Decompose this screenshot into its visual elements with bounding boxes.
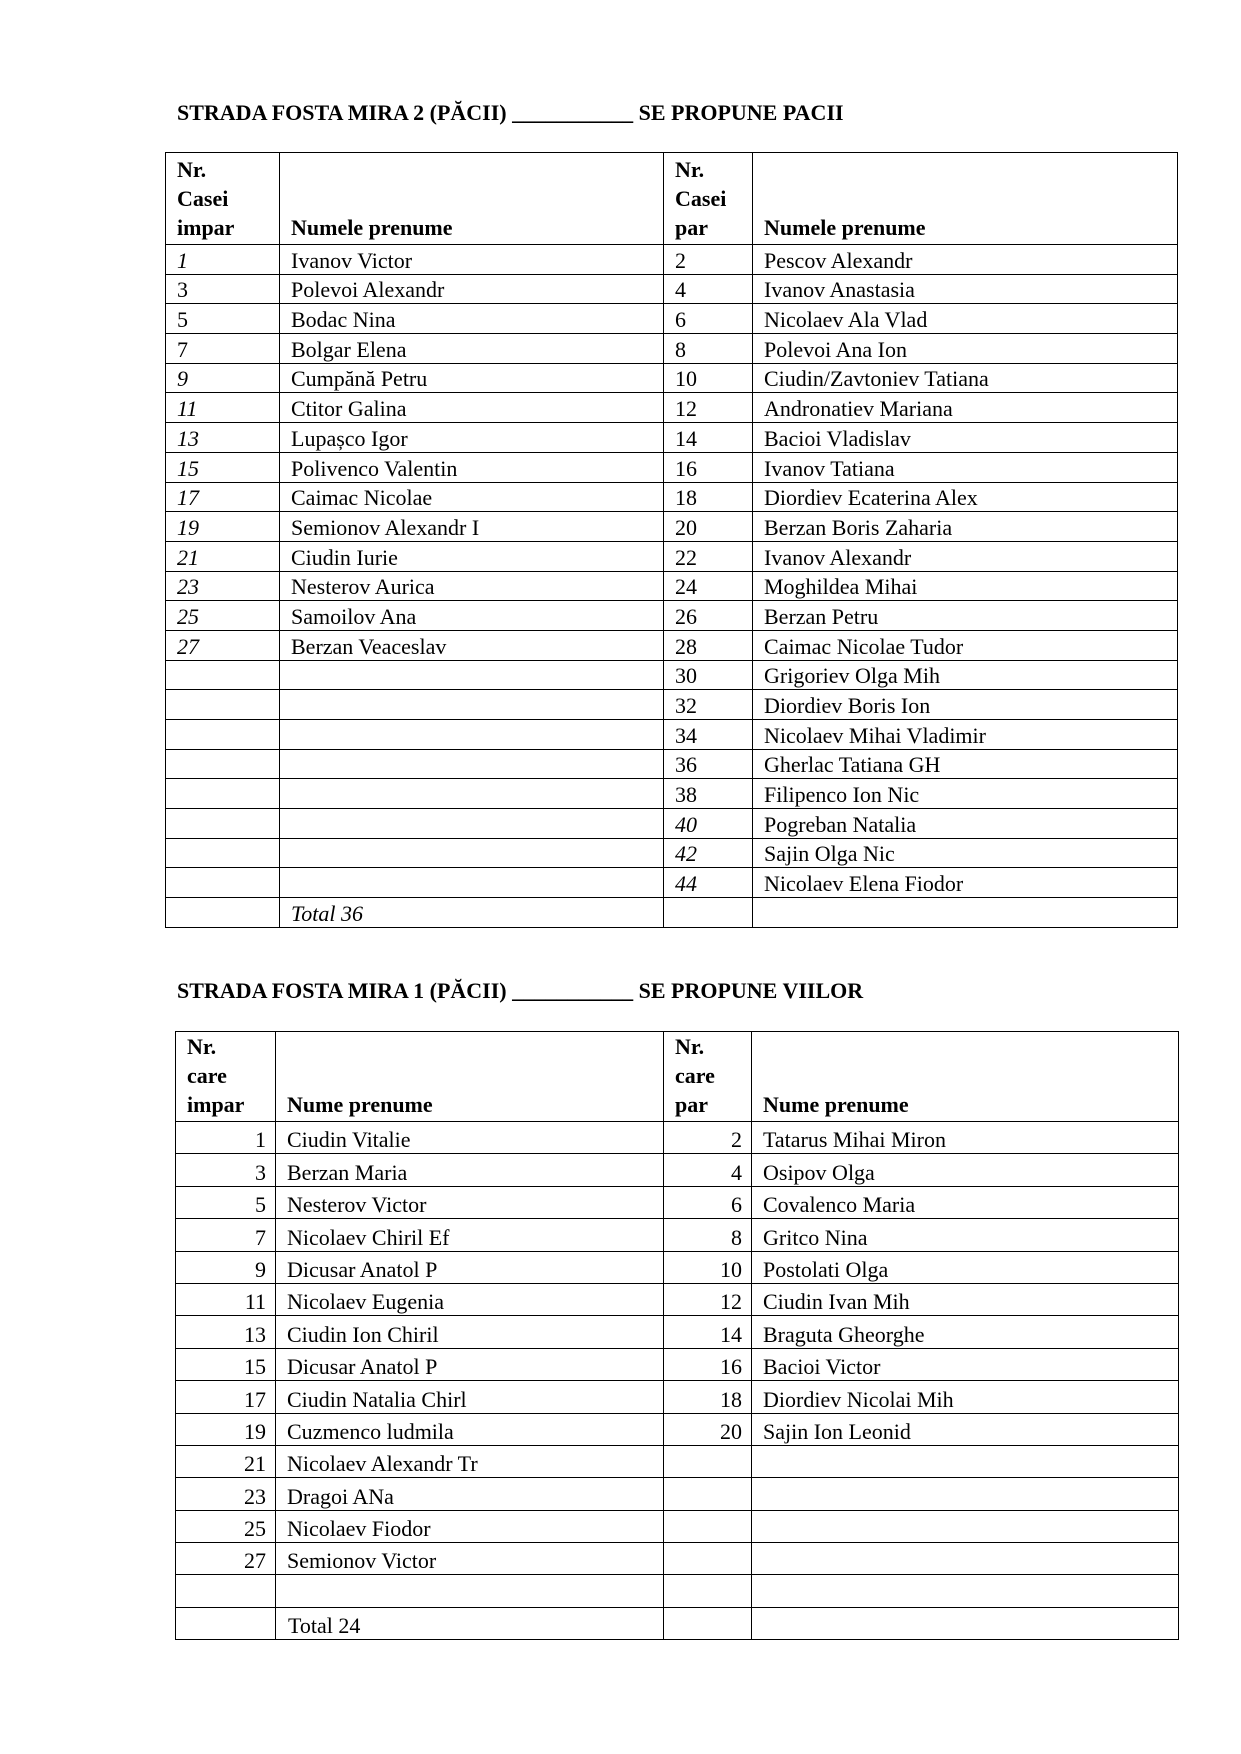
header-line: care [675, 1063, 715, 1088]
table-row [166, 274, 1178, 304]
even-resident-name: Ivanov Tatiana [753, 452, 1178, 482]
odd-house-number: 13 [176, 1316, 276, 1348]
even-house-number: 22 [664, 541, 753, 571]
empty-cell [753, 898, 1178, 928]
header-odd-name: Nume prenume [276, 1032, 664, 1122]
odd-resident-name: Cumpănă Petru [280, 363, 664, 393]
even-house-number: 14 [664, 1316, 752, 1348]
odd-resident-name: Berzan Maria [276, 1154, 664, 1186]
even-house-number: 24 [664, 571, 753, 601]
even-house-number: 40 [664, 809, 753, 839]
even-resident-name: Braguta Gheorghe [752, 1316, 1179, 1348]
odd-house-number: 27 [176, 1543, 276, 1575]
even-house-number [664, 1510, 752, 1542]
table-row [176, 1348, 1179, 1380]
odd-house-number: 27 [166, 630, 280, 660]
table-row [176, 1478, 1179, 1510]
even-resident-name [752, 1478, 1179, 1510]
odd-resident-name [280, 720, 664, 750]
even-resident-name: Sajin Olga Nic [753, 838, 1178, 868]
table-row [166, 809, 1178, 839]
odd-resident-name [276, 1575, 664, 1607]
even-house-number [664, 1445, 752, 1477]
odd-house-number [166, 838, 280, 868]
odd-resident-name [280, 809, 664, 839]
table-row [176, 1251, 1179, 1283]
odd-resident-name: Samoilov Ana [280, 601, 664, 631]
total-row [166, 898, 1178, 928]
odd-house-number: 9 [176, 1251, 276, 1283]
odd-resident-name [280, 660, 664, 690]
even-resident-name: Osipov Olga [752, 1154, 1179, 1186]
odd-resident-name [280, 690, 664, 720]
even-resident-name: Ciudin Ivan Mih [752, 1283, 1179, 1315]
table-row [166, 720, 1178, 750]
even-house-number: 30 [664, 660, 753, 690]
even-resident-name: Nicolaev Elena Fiodor [753, 868, 1178, 898]
empty-cell [176, 1607, 276, 1639]
odd-house-number [166, 809, 280, 839]
header-line: Nr. [675, 157, 705, 182]
table-row [176, 1186, 1179, 1218]
header-line: par [675, 1092, 708, 1117]
even-resident-name: Covalenco Maria [752, 1186, 1179, 1218]
header-odd-name: Numele prenume [280, 153, 664, 245]
header-line: impar [177, 215, 235, 240]
even-house-number [664, 1478, 752, 1510]
odd-house-number: 7 [176, 1219, 276, 1251]
odd-house-number [176, 1575, 276, 1607]
even-resident-name: Filipenco Ion Nic [753, 779, 1178, 809]
header-even-name: Numele prenume [753, 153, 1178, 245]
odd-house-number: 17 [166, 482, 280, 512]
odd-resident-name: Nicolaev Chiril Ef [276, 1219, 664, 1251]
odd-resident-name: Nesterov Victor [276, 1186, 664, 1218]
odd-house-number: 21 [166, 541, 280, 571]
odd-resident-name: Ciudin Vitalie [276, 1122, 664, 1154]
odd-resident-name [280, 868, 664, 898]
table-row [176, 1154, 1179, 1186]
even-resident-name: Grigoriev Olga Mih [753, 660, 1178, 690]
empty-cell [664, 898, 753, 928]
even-resident-name: Pescov Alexandr [753, 245, 1178, 275]
table-row [166, 601, 1178, 631]
even-resident-name: Berzan Petru [753, 601, 1178, 631]
even-resident-name: Diordiev Nicolai Mih [752, 1381, 1179, 1413]
header-line: Casei [177, 186, 229, 211]
header-odd-house-number [176, 1032, 276, 1122]
odd-resident-name: Nesterov Aurica [280, 571, 664, 601]
even-resident-name: Ciudin/Zavtoniev Tatiana [753, 363, 1178, 393]
even-house-number: 28 [664, 630, 753, 660]
odd-resident-name: Ctitor Galina [280, 393, 664, 423]
odd-house-number [166, 660, 280, 690]
even-resident-name [752, 1543, 1179, 1575]
table-row [166, 452, 1178, 482]
even-house-number: 16 [664, 452, 753, 482]
odd-house-number: 1 [166, 245, 280, 275]
odd-house-number: 7 [166, 334, 280, 364]
table-row [166, 245, 1178, 275]
even-house-number [664, 1543, 752, 1575]
odd-resident-name: Ciudin Natalia Chirl [276, 1381, 664, 1413]
table-row [166, 630, 1178, 660]
total-count: Total 36 [280, 898, 664, 928]
odd-resident-name: Polivenco Valentin [280, 452, 664, 482]
section2-title: STRADA FOSTA MIRA 1 (PĂCII) ___________ SE PROPUNE VIILOR [177, 978, 864, 1003]
odd-house-number: 15 [176, 1348, 276, 1380]
even-house-number: 10 [664, 363, 753, 393]
table-row [166, 541, 1178, 571]
table-row [166, 423, 1178, 453]
header-even-name: Nume prenume [752, 1032, 1179, 1122]
table-row [166, 838, 1178, 868]
odd-house-number: 25 [166, 601, 280, 631]
odd-resident-name: Lupașco Igor [280, 423, 664, 453]
odd-house-number: 15 [166, 452, 280, 482]
table-row [166, 334, 1178, 364]
table-header-row [176, 1032, 1179, 1122]
even-house-number: 18 [664, 482, 753, 512]
header-line: Nr. [187, 1034, 217, 1059]
odd-resident-name [280, 749, 664, 779]
even-resident-name: Ivanov Alexandr [753, 541, 1178, 571]
odd-house-number: 19 [176, 1413, 276, 1445]
table-row [176, 1316, 1179, 1348]
table-row [166, 482, 1178, 512]
odd-house-number: 5 [166, 304, 280, 334]
odd-house-number [166, 868, 280, 898]
even-house-number: 26 [664, 601, 753, 631]
table-row [176, 1575, 1179, 1607]
total-row [176, 1607, 1179, 1639]
even-resident-name: Gherlac Tatiana GH [753, 749, 1178, 779]
even-resident-name: Berzan Boris Zaharia [753, 512, 1178, 542]
odd-resident-name: Bodac Nina [280, 304, 664, 334]
even-resident-name: Postolati Olga [752, 1251, 1179, 1283]
even-house-number: 18 [664, 1381, 752, 1413]
odd-resident-name [280, 779, 664, 809]
odd-resident-name: Bolgar Elena [280, 334, 664, 364]
table-row [166, 571, 1178, 601]
header-line: care [187, 1063, 227, 1088]
even-house-number: 6 [664, 304, 753, 334]
section1-table-body [166, 245, 1178, 928]
table-row [166, 363, 1178, 393]
even-house-number: 16 [664, 1348, 752, 1380]
header-line: impar [187, 1092, 245, 1117]
even-house-number: 2 [664, 245, 753, 275]
even-house-number [664, 1575, 752, 1607]
odd-house-number: 11 [166, 393, 280, 423]
table-header-row [166, 153, 1178, 245]
empty-cell [664, 1607, 752, 1639]
empty-cell [166, 898, 280, 928]
table-row [176, 1283, 1179, 1315]
table-row [176, 1543, 1179, 1575]
even-house-number: 20 [664, 1413, 752, 1445]
even-resident-name: Caimac Nicolae Tudor [753, 630, 1178, 660]
table-row [176, 1445, 1179, 1477]
table-row [166, 512, 1178, 542]
even-house-number: 36 [664, 749, 753, 779]
odd-resident-name: Caimac Nicolae [280, 482, 664, 512]
even-house-number: 6 [664, 1186, 752, 1218]
odd-house-number [166, 690, 280, 720]
odd-resident-name: Cuzmenco ludmila [276, 1413, 664, 1445]
header-line: Nr. [177, 157, 207, 182]
odd-house-number: 23 [176, 1478, 276, 1510]
even-house-number: 8 [664, 334, 753, 364]
even-resident-name [752, 1510, 1179, 1542]
odd-resident-name: Berzan Veaceslav [280, 630, 664, 660]
even-resident-name: Tatarus Mihai Miron [752, 1122, 1179, 1154]
table-row [166, 779, 1178, 809]
even-house-number: 32 [664, 690, 753, 720]
odd-house-number: 25 [176, 1510, 276, 1542]
table-row [166, 660, 1178, 690]
odd-resident-name: Dragoi ANa [276, 1478, 664, 1510]
odd-house-number: 11 [176, 1283, 276, 1315]
header-line: par [675, 215, 708, 240]
odd-house-number [166, 720, 280, 750]
header-odd-house-number [166, 153, 280, 245]
section1-title: STRADA FOSTA MIRA 2 (PĂCII) ___________ SE PROPUNE PACII [177, 100, 844, 125]
section2-table-body [176, 1122, 1179, 1640]
even-house-number: 14 [664, 423, 753, 453]
header-line: Casei [675, 186, 727, 211]
odd-resident-name [280, 838, 664, 868]
header-line: Nr. [675, 1034, 705, 1059]
even-house-number: 4 [664, 1154, 752, 1186]
even-resident-name: Diordiev Ecaterina Alex [753, 482, 1178, 512]
odd-house-number [166, 749, 280, 779]
even-house-number: 12 [664, 1283, 752, 1315]
even-house-number: 44 [664, 868, 753, 898]
even-resident-name: Andronatiev Mariana [753, 393, 1178, 423]
even-resident-name: Bacioi Victor [752, 1348, 1179, 1380]
table-row [176, 1219, 1179, 1251]
section1-table [165, 152, 1178, 928]
even-resident-name: Ivanov Anastasia [753, 274, 1178, 304]
even-resident-name: Moghildea Mihai [753, 571, 1178, 601]
header-even-house-number [664, 1032, 752, 1122]
odd-resident-name: Nicolaev Eugenia [276, 1283, 664, 1315]
odd-house-number: 3 [176, 1154, 276, 1186]
table-row [176, 1510, 1179, 1542]
even-resident-name: Polevoi Ana Ion [753, 334, 1178, 364]
odd-resident-name: Dicusar Anatol P [276, 1348, 664, 1380]
even-house-number: 34 [664, 720, 753, 750]
even-house-number: 2 [664, 1122, 752, 1154]
odd-house-number: 17 [176, 1381, 276, 1413]
even-resident-name: Bacioi Vladislav [753, 423, 1178, 453]
total-count: Total 24 [276, 1607, 664, 1639]
odd-resident-name: Nicolaev Alexandr Tr [276, 1445, 664, 1477]
odd-house-number: 21 [176, 1445, 276, 1477]
odd-house-number: 23 [166, 571, 280, 601]
table-row [166, 868, 1178, 898]
even-resident-name: Sajin Ion Leonid [752, 1413, 1179, 1445]
table-row [166, 393, 1178, 423]
even-resident-name: Nicolaev Ala Vlad [753, 304, 1178, 334]
even-house-number: 20 [664, 512, 753, 542]
odd-resident-name: Polevoi Alexandr [280, 274, 664, 304]
odd-house-number: 9 [166, 363, 280, 393]
odd-house-number: 13 [166, 423, 280, 453]
table-row [176, 1122, 1179, 1154]
even-resident-name [752, 1575, 1179, 1607]
odd-resident-name: Semionov Alexandr I [280, 512, 664, 542]
odd-resident-name: Ciudin Ion Chiril [276, 1316, 664, 1348]
even-resident-name: Nicolaev Mihai Vladimir [753, 720, 1178, 750]
even-house-number: 42 [664, 838, 753, 868]
table-row [176, 1381, 1179, 1413]
odd-resident-name: Semionov Victor [276, 1543, 664, 1575]
odd-house-number: 3 [166, 274, 280, 304]
even-house-number: 8 [664, 1219, 752, 1251]
even-resident-name: Diordiev Boris Ion [753, 690, 1178, 720]
even-resident-name: Gritco Nina [752, 1219, 1179, 1251]
even-house-number: 38 [664, 779, 753, 809]
empty-cell [752, 1607, 1179, 1639]
odd-resident-name: Ivanov Victor [280, 245, 664, 275]
table-row [176, 1413, 1179, 1445]
odd-house-number [166, 779, 280, 809]
odd-resident-name: Dicusar Anatol P [276, 1251, 664, 1283]
table-row [166, 690, 1178, 720]
odd-resident-name: Nicolaev Fiodor [276, 1510, 664, 1542]
even-resident-name: Pogreban Natalia [753, 809, 1178, 839]
table-row [166, 304, 1178, 334]
even-house-number: 10 [664, 1251, 752, 1283]
odd-resident-name: Ciudin Iurie [280, 541, 664, 571]
even-house-number: 4 [664, 274, 753, 304]
section2-table [175, 1031, 1179, 1640]
header-even-house-number [664, 153, 753, 245]
odd-house-number: 19 [166, 512, 280, 542]
even-house-number: 12 [664, 393, 753, 423]
odd-house-number: 5 [176, 1186, 276, 1218]
even-resident-name [752, 1445, 1179, 1477]
odd-house-number: 1 [176, 1122, 276, 1154]
table-row [166, 749, 1178, 779]
